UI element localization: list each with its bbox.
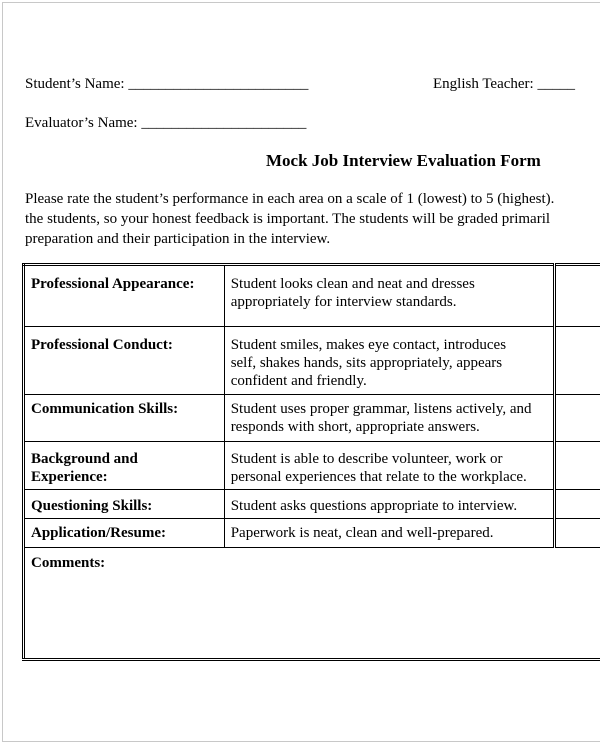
evaluation-table (22, 263, 600, 661)
criterion-label: Professional Conduct: (24, 327, 225, 395)
description-line: Paperwork is neat, clean and well-prepared. (231, 524, 548, 542)
description-line: Student looks clean and neat and dresses (231, 275, 548, 293)
intro-line: preparation and their participation in the interview. (25, 229, 554, 249)
criterion-description (224, 327, 555, 395)
description-line: personal experiences that relate to the workplace. (231, 468, 548, 486)
label-line: Background and (31, 450, 218, 468)
criterion-label: Professional Appearance: (24, 265, 225, 327)
description-line: responds with short, appropriate answers. (231, 418, 548, 436)
label-line: Experience: (31, 468, 218, 486)
table-row (24, 327, 600, 395)
student-name-field[interactable]: Student’s Name: ________________________ (25, 74, 308, 94)
criterion-label: Application/Resume: (24, 519, 225, 548)
table-row (24, 265, 600, 327)
evaluator-name-field[interactable]: Evaluator’s Name: ______________________ (25, 113, 306, 133)
criterion-description (224, 519, 555, 548)
score-cell[interactable] (555, 442, 600, 490)
score-cell[interactable] (555, 490, 600, 519)
intro-line: Please rate the student’s performance in each area on a scale of 1 (lowest) to 5 (highest). (25, 189, 554, 209)
comments-area[interactable] (555, 548, 600, 660)
comments-label[interactable]: Comments: (24, 548, 555, 660)
description-line: Student uses proper grammar, listens actively, and (231, 400, 548, 418)
intro-line: the students, so your honest feedback is important. The students will be graded primaril (25, 209, 554, 229)
table-row (24, 395, 600, 442)
criterion-description (224, 265, 555, 327)
description-line: Student smiles, makes eye contact, introduces (231, 336, 548, 354)
table-row (24, 519, 600, 548)
english-teacher-field[interactable]: English Teacher: _____ (433, 74, 575, 94)
score-cell[interactable] (555, 265, 600, 327)
criterion-label: Communication Skills: (24, 395, 225, 442)
intro-paragraph (25, 189, 554, 249)
description-line: Student is able to describe volunteer, work or (231, 450, 548, 468)
table-row (24, 490, 600, 519)
criterion-description (224, 395, 555, 442)
criterion-description (224, 490, 555, 519)
description-line: confident and friendly. (231, 372, 548, 390)
form-title: Mock Job Interview Evaluation Form (266, 151, 541, 171)
score-cell[interactable] (555, 519, 600, 548)
criterion-description (224, 442, 555, 490)
description-line: Student asks questions appropriate to interview. (231, 497, 548, 515)
description-line: self, shakes hands, sits appropriately, appears (231, 354, 548, 372)
comments-row (24, 548, 600, 660)
score-cell[interactable] (555, 395, 600, 442)
table-row (24, 442, 600, 490)
score-cell[interactable] (555, 327, 600, 395)
criterion-label: Questioning Skills: (24, 490, 225, 519)
description-line: appropriately for interview standards. (231, 293, 548, 311)
criterion-label (24, 442, 225, 490)
